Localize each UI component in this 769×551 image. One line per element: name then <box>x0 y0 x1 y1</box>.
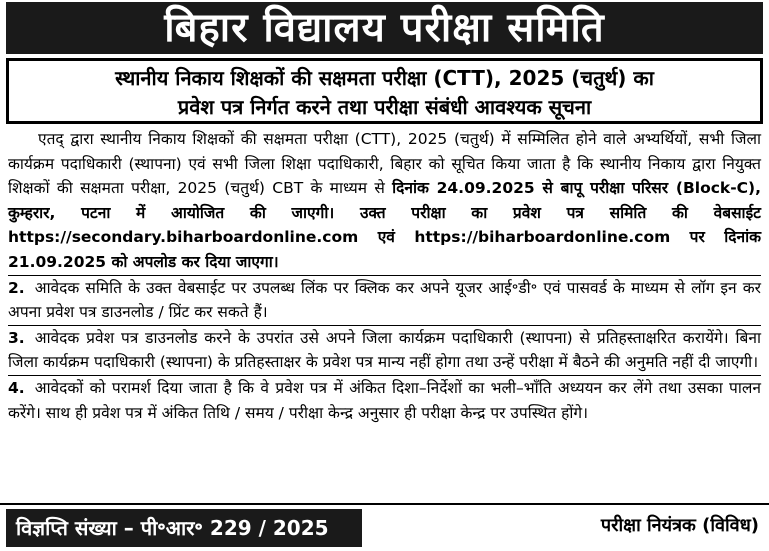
notice-footer <box>0 503 769 551</box>
issuing-authority: परीक्षा नियंत्रक (विविध) <box>600 515 759 536</box>
paragraph-4-text: आवेदकों को परामर्श दिया जाता है कि वे प्रवेश पत्र में अंकित दिशा–निर्देशों का भली–भाँति अध्ययन कर लेंगे तथा उसका पालन करेंगे। साथ ही प्रवेश पत्र में अंकित तिथि / समय / परीक्षा केन्द्र अनुसार ही परीक्षा केन्द्र पर उपस्थित होंगे। <box>8 378 761 422</box>
notice-number: विज्ञप्ति संख्या – पी॰आर॰ 229 / 2025 <box>6 509 362 547</box>
notice-subject-box <box>6 58 763 124</box>
paragraph-4 <box>8 376 761 425</box>
paragraph-3 <box>8 326 761 375</box>
paragraph-3-text: आवेदक प्रवेश पत्र डाउनलोड करने के उपरांत उसे अपने जिला कार्यक्रम पदाधिकारी (स्थापना) से प्रतिहस्ताक्षरित करायेंगे। बिना जिला कार्यक्रम पदाधिकारी (स्थापना) के प्रतिहस्ताक्षर के प्रवेश पत्र मान्य नहीं होगा तथा उन्हें परीक्षा में बैठने की अनुमति नहीं दी जाएगी। <box>8 328 761 372</box>
paragraph-2-number: 2. <box>8 278 25 297</box>
paragraph-1 <box>8 127 761 275</box>
notice-body <box>8 127 761 425</box>
board-title-banner: बिहार विद्यालय परीक्षा समिति <box>6 2 763 54</box>
subject-line-2: प्रवेश पत्र निर्गत करने तथा परीक्षा संबंधी आवश्यक सूचना <box>177 95 592 119</box>
paragraph-1-bold-text: दिनांक 24.09.2025 से बापू परीक्षा परिसर (Block-C), कुम्हरार, पटना में आयोजित की जाएगी। उक्त परीक्षा का प्रवेश पत्र समिति की वेबसाईट https://secondary.biharboardonline.com एवं https://biharboardonline.com पर दिनांक 21.09.2025 को अपलोड कर दिया जाएगा। <box>8 179 761 271</box>
paragraph-2-text: आवेदक समिति के उक्त वेबसाईट पर उपलब्ध लिंक पर क्लिक कर अपने यूजर आई॰डी॰ एवं पासवर्ड के माध्यम से लॉग इन कर अपना प्रवेश पत्र डाउनलोड / प्रिंट कर सकते हैं। <box>8 278 761 322</box>
paragraph-2 <box>8 276 761 325</box>
paragraph-4-number: 4. <box>8 378 25 397</box>
paragraph-1-text: एतद् द्वारा स्थानीय निकाय शिक्षकों की सक्षमता परीक्षा (CTT), 2025 (चतुर्थ) में सम्मिलित होने वाले अभ्यर्थियों, सभी जिला कार्यक्रम पदाधिकारी (स्थापना) एवं सभी जिला शिक्षा पदाधिकारी, बिहार को सूचित किया जाता है कि स्थानीय निकाय द्वारा नियुक्त शिक्षकों की सक्षमता परीक्षा, 2025 (चतुर्थ) CBT के माध्यम से <box>8 130 761 198</box>
subject-line-1: स्थानीय निकाय शिक्षकों की सक्षमता परीक्षा (CTT), 2025 (चतुर्थ) का <box>115 66 654 90</box>
paragraph-3-number: 3. <box>8 328 25 347</box>
